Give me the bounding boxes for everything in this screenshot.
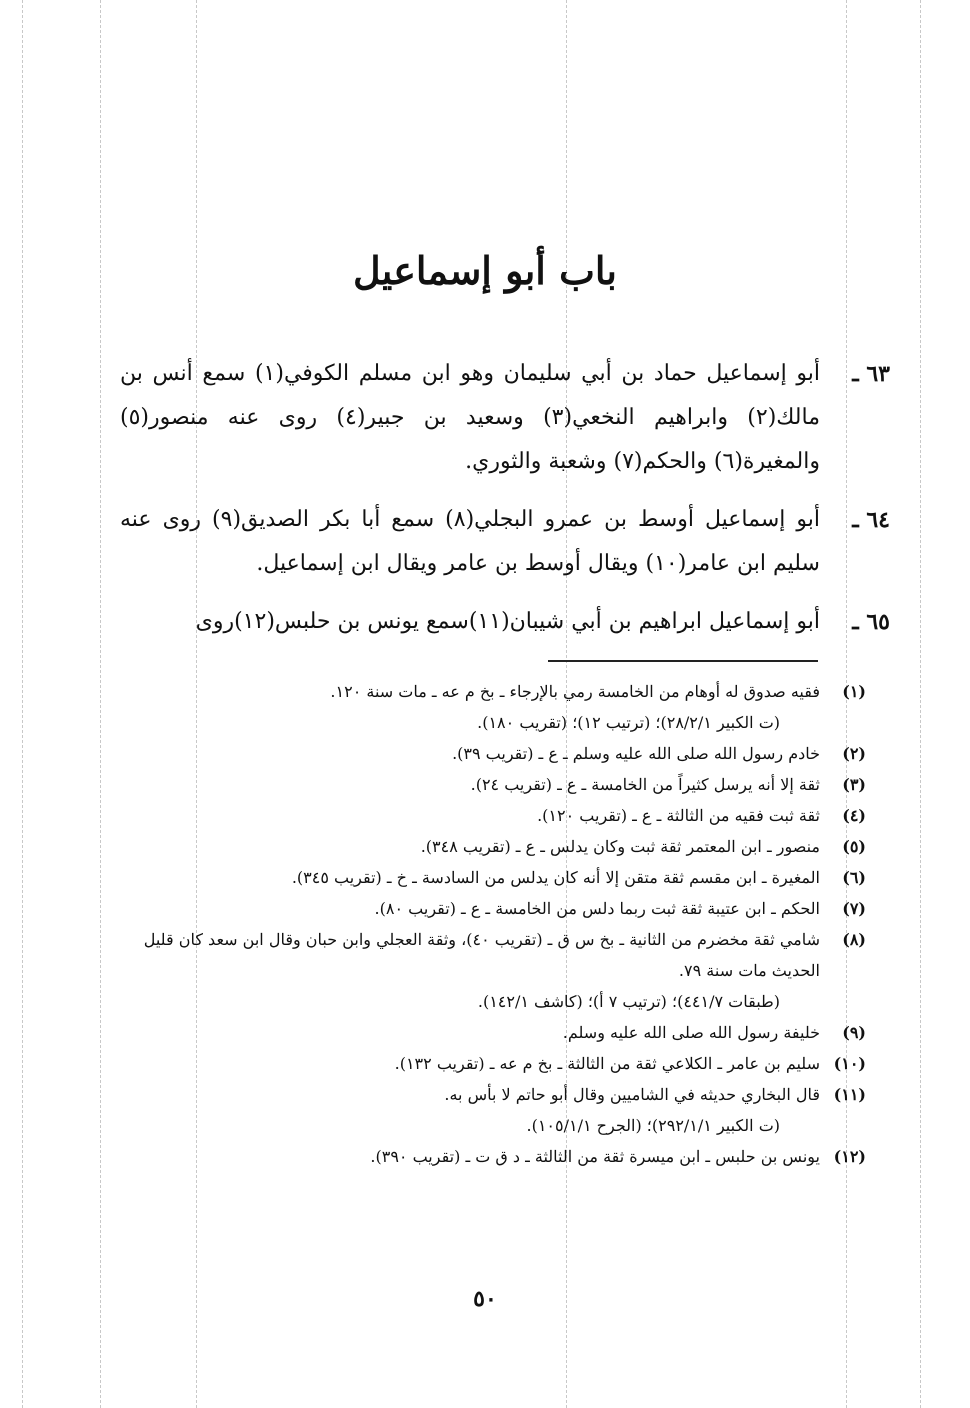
footnote-number: (٥) [842, 837, 866, 856]
footnote-number: (٤) [842, 806, 866, 825]
footnote-number: (٣) [842, 775, 866, 794]
entries-list [120, 352, 890, 658]
footnote-text: خادم رسول الله صلى الله عليه وسلم ـ ع ـ (تقريب ٣٩). [452, 744, 820, 763]
footnote-11 [125, 1079, 866, 1141]
footnote-5 [125, 831, 866, 862]
footnote-reference: (ت الكبير ٢٨/٢/١)؛ (ترتيب ١٢)؛ (تقريب ١٨٠). [477, 713, 780, 732]
footnote-number: (٩) [842, 1023, 866, 1042]
footnote-text: ثقة ثبت فقيه من الثالثة ـ ع ـ (تقريب ١٢٠). [537, 806, 820, 825]
page-number: ٥٠ [473, 1286, 497, 1312]
scan-artifact-line [22, 0, 23, 1408]
footnote-number: (٨) [842, 930, 866, 949]
footnote-number: (١١) [833, 1085, 866, 1104]
footnote-number: (٢) [842, 744, 866, 763]
footnote-text: قال البخاري حديثه في الشاميين وقال أبو حاتم لا بأس به. [444, 1085, 820, 1104]
footnote-9 [125, 1017, 866, 1048]
footnote-text: خليفة رسول الله صلى الله عليه وسلم. [562, 1023, 820, 1042]
footnote-reference: (طبقات ٤٤١/٧)؛ (ترتيب ٧ أ)؛ (كاشف ١٤٢/١). [477, 992, 780, 1011]
footnote-7 [125, 893, 866, 924]
entry-64 [120, 498, 890, 586]
entry-text: أبو إسماعيل ابراهيم بن أبي شيبان(١١)سمع يونس بن حلبس(١٢)روى [195, 609, 820, 634]
footnote-text: فقيه صدوق له أوهام من الخامسة رمي بالإرجاء ـ بخ م عه ـ مات سنة ١٢٠. [330, 682, 820, 701]
footnote-text: سليم بن عامر ـ الكلاعي ثقة من الثالثة ـ بخ م عه ـ (تقريب ١٣٢). [394, 1054, 820, 1073]
entry-text: أبو إسماعيل أوسط بن عمرو البجلي(٨) سمع أبا بكر الصديق(٩) روى عنه سليم ابن عامر(١٠) ويقال أوسط بن عامر ويقال ابن إسماعيل. [120, 507, 820, 576]
footnote-text: المغيرة ـ ابن مقسم ثقة متقن إلا أنه كان يدلس من السادسة ـ خ ـ (تقريب ٣٤٥). [291, 868, 820, 887]
footnote-text: منصور ـ ابن المعتمر ثقة ثبت وكان يدلس ـ ع ـ (تقريب ٣٤٨). [420, 837, 820, 856]
footnote-text: ثقة إلا أنه يرسل كثيراً من الخامسة ـ ع ـ (تقريب ٢٤). [470, 775, 820, 794]
entry-text: أبو إسماعيل حماد بن أبي سليمان وهو ابن مسلم الكوفي(١) سمع أنس بن مالك(٢) وابراهيم النخعي(٣) وسعيد بن جبير(٤) روى عنه منصور(٥) والمغيرة(٦) والحكم(٧) وشعبة والثوري. [120, 361, 821, 474]
footnotes-list [125, 676, 866, 1172]
footnote-3 [125, 769, 866, 800]
footnote-number: (١٠) [833, 1054, 866, 1073]
footnote-1 [125, 676, 866, 738]
scan-artifact-line [100, 0, 101, 1408]
footnote-number: (٦) [842, 868, 866, 887]
footnote-reference: (ت الكبير ٢٩٢/١/١)؛ (الجرح ١٠٥/١/١). [526, 1116, 780, 1135]
footnote-12 [125, 1141, 866, 1172]
entry-65 [120, 600, 890, 644]
footnote-2 [125, 738, 866, 769]
footnote-4 [125, 800, 866, 831]
scan-artifact-line [920, 0, 921, 1408]
entry-number: ٦٤ ـ [852, 507, 890, 533]
footnote-10 [125, 1048, 866, 1079]
footnote-number: (١٢) [833, 1147, 866, 1166]
footnote-6 [125, 862, 866, 893]
footnote-8 [125, 924, 866, 1017]
footnote-number: (١) [842, 682, 866, 701]
footnote-text: يونس بن حلبس ـ ابن ميسرة ثقة من الثالثة ـ د ق ت ـ (تقريب ٣٩٠). [370, 1147, 820, 1166]
entry-63 [120, 352, 890, 484]
footnote-text: شامي ثقة مخضرم من الثانية ـ بخ س ق ـ (تقريب ٤٠)، وثقة العجلي وابن حبان وقال ابن سعد كان قليل الحديث مات سنة ٧٩. [143, 930, 820, 980]
footnote-number: (٧) [842, 899, 866, 918]
footnote-text: الحكم ـ ابن عتيبة ثقة ثبت ربما دلس من الخامسة ـ ع ـ (تقريب ٨٠). [374, 899, 820, 918]
entry-number: ٦٣ ـ [852, 361, 890, 387]
chapter-title: باب أبو إسماعيل [352, 248, 617, 293]
footnote-divider [548, 660, 818, 662]
entry-number: ٦٥ ـ [852, 609, 890, 635]
